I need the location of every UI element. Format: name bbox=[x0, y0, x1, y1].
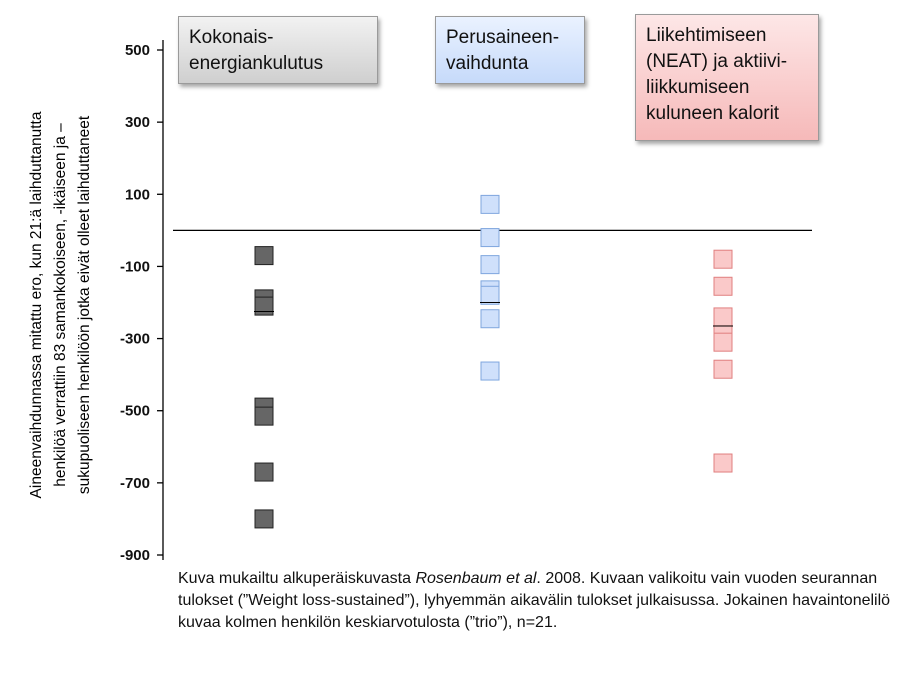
data-point bbox=[481, 286, 499, 304]
y-axis-label-line: Aineenvaihdunnassa mitattu ero, kun 21:ä laihduttanutta bbox=[28, 111, 45, 499]
data-point bbox=[481, 256, 499, 274]
data-point bbox=[714, 360, 732, 378]
data-point bbox=[255, 297, 273, 315]
legend-basal-metabolism bbox=[435, 16, 585, 84]
data-point bbox=[714, 308, 732, 326]
caption-citation: Rosenbaum et al bbox=[415, 570, 537, 587]
y-tick-label: -700 bbox=[119, 474, 150, 492]
data-point bbox=[255, 247, 273, 265]
data-point bbox=[481, 362, 499, 380]
y-tick-label: -100 bbox=[119, 258, 150, 276]
legend-basal-line-2: vaihdunta bbox=[446, 53, 529, 74]
legend-total-line-1: Kokonais- bbox=[189, 27, 274, 48]
y-tick-label: -300 bbox=[119, 330, 150, 348]
y-tick-label: -900 bbox=[119, 547, 150, 564]
y-tick-label: 500 bbox=[124, 42, 150, 59]
data-point bbox=[714, 333, 732, 351]
data-point bbox=[481, 310, 499, 328]
series-basal bbox=[480, 195, 500, 380]
legend-neat-line-1: Liikehtimiseen bbox=[646, 25, 767, 46]
data-point bbox=[255, 463, 273, 481]
legend-neat-line-2: (NEAT) ja aktiivi- bbox=[646, 51, 788, 72]
y-tick-label: 100 bbox=[124, 186, 150, 204]
y-tick-label: 300 bbox=[124, 114, 150, 132]
series-neat bbox=[713, 250, 733, 472]
y-axis-label bbox=[28, 111, 93, 498]
data-point bbox=[481, 229, 499, 247]
legend-neat-activity bbox=[635, 14, 819, 141]
legend-basal-line-1: Perusaineen- bbox=[446, 27, 560, 48]
legend-neat-line-3: liikkumiseen bbox=[646, 77, 750, 98]
caption-text-rest: . 2008. Kuvaan valikoitu vain vuoden seurannan tulokset (”Weight loss-sustained”), lyhyemmän aikavälin tulokset julkaisussa. Jokainen havaintonelilö kuvaa kolmen henkilön keskiarvotulosta (”trio”), n=21. bbox=[178, 570, 891, 631]
data-point bbox=[714, 277, 732, 295]
data-point bbox=[255, 407, 273, 425]
data-point bbox=[255, 510, 273, 528]
data-points bbox=[254, 195, 733, 528]
caption-text-start: Kuva mukailtu alkuperäiskuvasta bbox=[178, 570, 416, 587]
y-axis-label-line: henkilöä verrattiin 83 samankokoiseen, -ikäiseen ja – bbox=[52, 123, 69, 487]
figure-caption bbox=[178, 568, 918, 634]
data-point bbox=[714, 454, 732, 472]
series-total bbox=[254, 247, 274, 528]
y-axis-ticks bbox=[120, 42, 163, 564]
data-point bbox=[714, 250, 732, 268]
legend-total-energy bbox=[178, 16, 378, 84]
y-tick-label: -500 bbox=[119, 402, 150, 420]
data-point bbox=[481, 195, 499, 213]
legend-neat-line-4: kuluneen kalorit bbox=[646, 103, 780, 124]
y-axis-label-line: sukupuoliseen henkilöön jotka eivät olleet laihduttaneet bbox=[76, 115, 93, 495]
legend-total-line-2: energiankulutus bbox=[189, 53, 324, 74]
